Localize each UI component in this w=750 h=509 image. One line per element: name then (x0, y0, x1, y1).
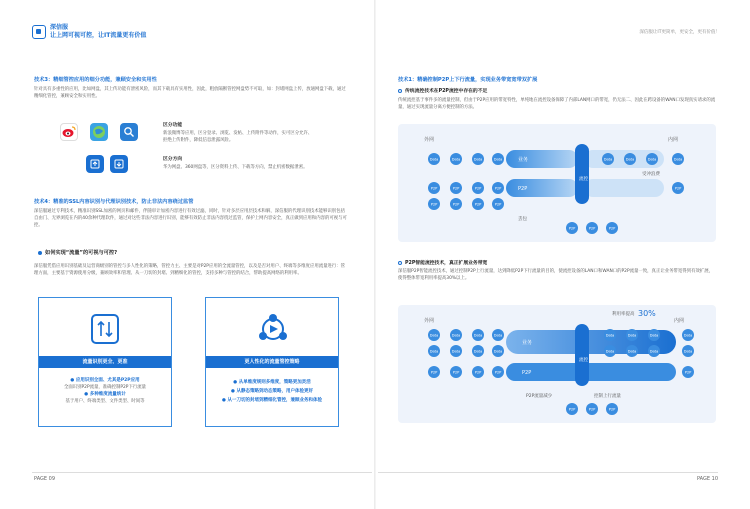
footer-divider-left (32, 472, 372, 473)
d2-improve-value: 30% (638, 309, 656, 318)
d2-dot-text: Data (473, 333, 483, 338)
d1-inside-label: 内网 (668, 137, 679, 143)
d2-device-label: 流控 (579, 358, 588, 363)
card-traffic-identification (38, 297, 172, 427)
tech4-title: 技术4：精准的SSL内容识别与代理识别技术，防止非法内容绕过监管 (34, 199, 194, 205)
d2-dot-text: Data (627, 333, 637, 338)
d2-dot-text: P2P (452, 370, 460, 375)
d2-dot-text: Data (493, 349, 503, 354)
globe-icon (90, 123, 108, 141)
d1-loss-label: 丢包 (518, 217, 527, 222)
right-tech1-text: 传统流控基于事件多的流量控制，但由于P2P应用的带宽特性，单纯地在流控设备保障了内部LAN网口的带宽，仍无法二、因此在跨设备的WAN口发现真实请求的流量，通过实现流量分离方便控制的方法。 (398, 98, 716, 110)
card1-item1-text: 全面识别P2P流量，准确控制P2P下行流量 (63, 385, 147, 390)
d1-dot-text: P2P (608, 226, 616, 231)
question-bullet-icon (38, 251, 42, 255)
d2-p2p-reduce-label: P2P流量减少 (526, 394, 553, 399)
weibo-icon (60, 123, 78, 141)
card2-item2: ● 从静态策略到动态策略，用户体验更好 (231, 389, 313, 394)
d1-dot-text: P2P (452, 202, 460, 207)
d2-dot-text: Data (473, 349, 483, 354)
subtitle-bullet-icon (398, 89, 402, 93)
d2-dot-text: Data (627, 349, 637, 354)
question-title-text: 如何实现“流量”的可视与可控? (45, 250, 118, 256)
platform-text: 华为网盘、360网盘等，区分资料上传、下载等方向，禁止机密数据泄密。 (163, 165, 308, 170)
search-settings-icon (120, 123, 138, 141)
d1-dot-text: Data (493, 157, 503, 162)
diagram1-svg (398, 124, 716, 242)
d1-p2p-pipe-left (506, 179, 578, 197)
d2-dot-text: P2P (474, 370, 482, 375)
logo-icon (32, 25, 46, 39)
d1-dot-text: P2P (674, 186, 682, 191)
d2-dot-text: Data (605, 333, 615, 338)
d2-dot-text: P2P (430, 370, 438, 375)
d2-dot-text: Data (605, 349, 615, 354)
d2-dot-text: Data (493, 333, 503, 338)
logo-line1: 深信服 (50, 24, 69, 31)
logo-line2: 让上网可视可控，让IT流量更有价值 (50, 32, 147, 39)
card2-item1: ● 从单维度规则多维度，策略更加灵活 (233, 380, 311, 385)
platform-title: 区分方向 (163, 157, 183, 162)
d1-p2p-label: P2P (518, 186, 528, 192)
d2-dot-text: P2P (588, 407, 596, 412)
d1-device-label: 流控 (579, 177, 588, 182)
d2-dot-text: P2P (684, 370, 692, 375)
d2-dot-text: P2P (568, 407, 576, 412)
right-tech2-title (398, 259, 487, 266)
d1-dot-text: P2P (430, 202, 438, 207)
d2-dot-text: Data (429, 349, 439, 354)
download-icon (110, 155, 128, 173)
d1-dot-text: Data (473, 157, 483, 162)
right-tech2-title-text: P2P智能流控技术，真正扩展业务带宽 (405, 261, 488, 266)
question-text: 深信服凭借应用识别基础及运营商级别的管控与多人性化的策略，管控力主、主要是对P2P应用的全流量管控，以及是否对用户、终端等多维度应用流量进行：管理方面，主要基于资源使用分级，兼顾效率和管理、从一刀切的封堵、到精细化的管控，支持多种与管控的结合，帮助提高网络的利用率。 (34, 264, 346, 276)
d1-waste-label: 受冲浪费 (642, 172, 660, 177)
d2-dot-text: Data (451, 333, 461, 338)
d1-dot-text: Data (429, 157, 439, 162)
card1-list (39, 377, 171, 405)
d2-p2p-pipe (506, 363, 676, 381)
page-number-left: PAGE 09 (34, 476, 56, 482)
diagram-traditional-flow (398, 124, 716, 242)
traffic-arrows-icon (91, 314, 119, 344)
diagram2-svg (398, 305, 716, 423)
header-tagline: 深信服让IT更简单，更安全，更有价值！ (639, 30, 720, 35)
card2-title: 更人性化的流量管控策略 (206, 356, 338, 368)
d2-dot-text: Data (649, 333, 659, 338)
d1-dot-text: P2P (494, 202, 502, 207)
d1-dot-text: P2P (568, 226, 576, 231)
spread-gutter (374, 0, 376, 509)
d1-dot-text: P2P (474, 186, 482, 191)
d1-device (575, 144, 589, 204)
d2-control-up-label: 控制上行流量 (594, 394, 621, 399)
d1-dot-text: Data (673, 157, 683, 162)
d2-dot-text: P2P (494, 370, 502, 375)
page-number-right: PAGE 10 (696, 476, 718, 482)
card-traffic-policy (205, 297, 339, 427)
tech4-text: 深信服通过专利技术，精准识别SSL加密的网页和邮件，伴随审计加密内容进行有效过滤，同时，针对多层应用层技术和解，深信服的代理识别技术能够识别包括自由门、无界浏览在内的40余种代理软件，通过对这些非法内容进行识别，能够有效防止非法内容绕过监管，保护上网内容安全，真正做到应用和内容的可视与可控。 (34, 209, 347, 228)
d1-dot-text: P2P (430, 186, 438, 191)
d2-improve-label: 利用率提高 (612, 312, 635, 317)
tech3-title: 技术3：精细管控应用的细分功能，兼顾安全和实用性 (34, 77, 157, 83)
right-tech2-text: 深信服P2P智能流控技术，通过控制P2P上行流量，达到降低P2P下行流量的目的，使流控设备的LAN口和WAN口的P2P流量一致，真正让业务带宽得到有效扩展，使得整体带宽利用率提高30%以上。 (398, 269, 714, 281)
d1-dot-text: P2P (494, 186, 502, 191)
right-tech1-title: 技术1：精确控制P2P上下行流量，实现业务带宽宽带双扩展 (398, 77, 538, 83)
d1-outside-label: 外网 (424, 137, 435, 143)
d2-business-label: 业务 (522, 340, 533, 346)
policy-network-icon (256, 312, 290, 346)
d1-business-pipe-left (506, 150, 578, 168)
d1-dot-text: Data (647, 157, 657, 162)
card1-item2-text: 基于用户、终端类型、文件类型、时间等 (65, 399, 145, 404)
d1-dot-text: P2P (452, 186, 460, 191)
right-tech1-subtitle-text: 传统流控技术在P2P流控中存在的不足 (405, 89, 488, 94)
d2-dot-text: Data (683, 333, 693, 338)
d2-device (575, 324, 589, 386)
card1-item2-bold: ● 多种维度流量统计 (84, 392, 126, 397)
d2-inside-label: 内网 (674, 318, 685, 324)
feature-title: 区分功能 (163, 123, 183, 128)
feature-text: 新浪微博等应用，区分登录、浏览、发帖、上传附件等动作，实可区分允许、拒绝上传附件，降低信息泄露风险。 (163, 131, 313, 143)
card2-list (206, 378, 338, 405)
d1-dot-text: Data (451, 157, 461, 162)
d2-dot-text: Data (649, 349, 659, 354)
tech2-bullet-icon (398, 261, 402, 265)
question-title (38, 249, 117, 256)
d2-dot-text: Data (683, 349, 693, 354)
right-tech1-subtitle (398, 87, 487, 94)
d1-p2p-pipe-right (584, 179, 664, 197)
d1-dot-text: Data (625, 157, 635, 162)
d2-p2p-label: P2P (522, 370, 532, 376)
footer-divider-right (378, 472, 718, 473)
d2-dot-text: Data (451, 349, 461, 354)
card2-item3: ● 从一刀切的封堵到精细化管控，兼顾业务和体验 (222, 398, 322, 403)
d2-dot-text: P2P (608, 407, 616, 412)
diagram-smart-flow (398, 305, 716, 423)
d1-dot-text: P2P (474, 202, 482, 207)
card1-title: 流量识别更全、更准 (39, 356, 171, 368)
card1-item1-bold: ● 应用识别全面、尤其是P2P应用 (70, 378, 140, 383)
d2-outside-label: 外网 (424, 318, 435, 324)
d1-dot-text: Data (603, 157, 613, 162)
d1-dot-text: P2P (588, 226, 596, 231)
upload-icon (86, 155, 104, 173)
logo-text (50, 24, 146, 40)
d2-dot-text: Data (429, 333, 439, 338)
tech3-text: 针对具有多重性的应用，比如网盘，其上传功能有泄密风险，而其下载具有实用性，因此，粗放隔断管控网盘势不可取，如：封堵网盘上传，放通网盘下载，通过精细化管控，兼顾安全和实用性。 (34, 87, 346, 99)
d1-business-label: 业务 (518, 157, 529, 163)
